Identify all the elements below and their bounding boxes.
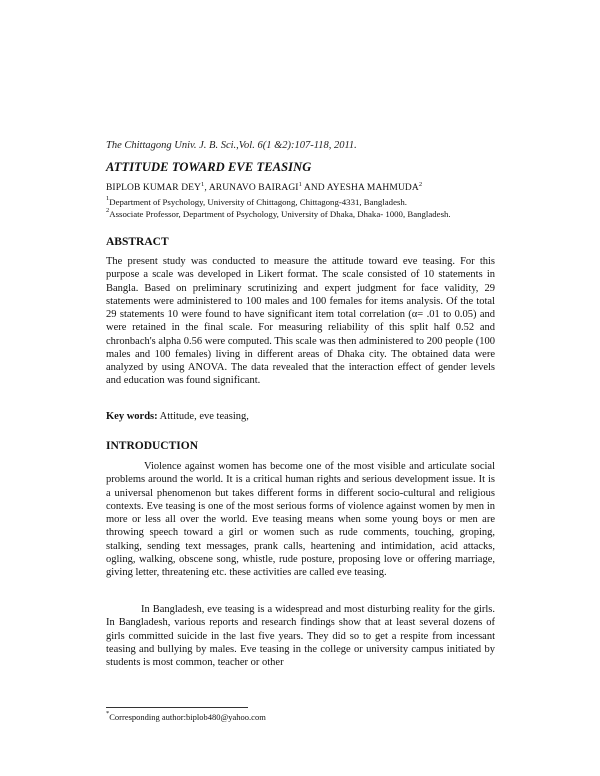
footnote <box>106 712 266 722</box>
author-list <box>106 183 422 193</box>
journal-citation: The Chittagong Univ. J. B. Sci.,Vol. 6(1 &2):107-118, 2011. <box>106 140 357 151</box>
footnote-mark: * <box>106 710 110 717</box>
affiliation-text: Associate Professor, Department of Psychology, University of Dhaka, Dhaka- 1000, Bangladesh. <box>109 209 451 219</box>
paper-title: ATTITUDE TOWARD EVE TEASING <box>106 160 312 174</box>
author-name: ARUNAVO BAIRAGI <box>208 183 299 193</box>
affiliation <box>106 209 451 219</box>
keywords-text: Attitude, eve teasing, <box>157 411 249 422</box>
author-separator: , <box>204 183 209 193</box>
affiliation-mark: 2 <box>106 207 110 214</box>
affiliation <box>106 197 407 207</box>
author-affiliation-mark: 2 <box>418 181 423 188</box>
footnote-text: Corresponding author:biplob480@yahoo.com <box>109 712 266 722</box>
author-affiliation-mark: 1 <box>201 181 205 188</box>
introduction-heading: INTRODUCTION <box>106 440 199 452</box>
author-affiliation-mark: 1 <box>298 181 302 188</box>
author-name: BIPLOB KUMAR DEY <box>106 183 202 193</box>
keywords <box>106 411 249 422</box>
affiliation-text: Department of Psychology, University of Chittagong, Chittagong-4331, Bangladesh. <box>109 197 407 207</box>
affiliation-mark: 1 <box>106 195 110 202</box>
abstract-heading: ABSTRACT <box>106 236 169 248</box>
footnote-divider <box>106 707 248 708</box>
author-separator: AND <box>301 183 327 193</box>
abstract-text: The present study was conducted to measure the attitude toward eve teasing. For this purpose a scale was developed in Likert format. The scale consisted of 10 statements in Bangla. Based on preliminary scrutinizing and expert judgment for face validity, 29 statements were administered to 100 males and 100 females for items analysis. Of the total 29 statements 10 were found to have significant item total correlation (α= .01 to 0.05) and were retained in the final scale. For measuring reliability of this split half 0.52 and chronbach's alpha 0.56 were computed. This scale was then administered to 200 people (100 males and 100 females) living in different areas of Dhaka city. The obtained data were analyzed by using ANOVA. The data revealed that the interaction effect of gender levels and education was found significant. <box>106 256 495 387</box>
introduction-paragraph: Violence against women has become one of the most visible and articulate social problems around the world. It is a critical human rights and serious development issue. It is a universal phenomenon but takes different forms in different socio-cultural and religious contexts. Eve teasing is one of the most serious forms of violence against women by men in more or less all over the world. Eve teasing means when some young boys or men are throwing speech toward a girl or women such as rude comments, touching, groping, stalking, sending text messages, prank calls, heartening and intimidation, acid attacks, ogling, walking, obscene song, whistle, rude posture, proposing love or offering marriage, giving letter, threatening etc. these activities are called eve teasing. <box>106 461 495 578</box>
author-name: AYESHA MAHMUDA <box>326 183 419 193</box>
keywords-label: Key words: <box>106 411 158 422</box>
introduction-paragraph: In Bangladesh, eve teasing is a widespread and most disturbing reality for the girls. In Bangladesh, various reports and research findings show that at least several dozens of girls committed suicide in the last five years. They did so to get a respite from incessant teasing and bullying by males. Eve teasing in the college or university campus initiated by students is most common, teacher or other <box>106 604 495 668</box>
